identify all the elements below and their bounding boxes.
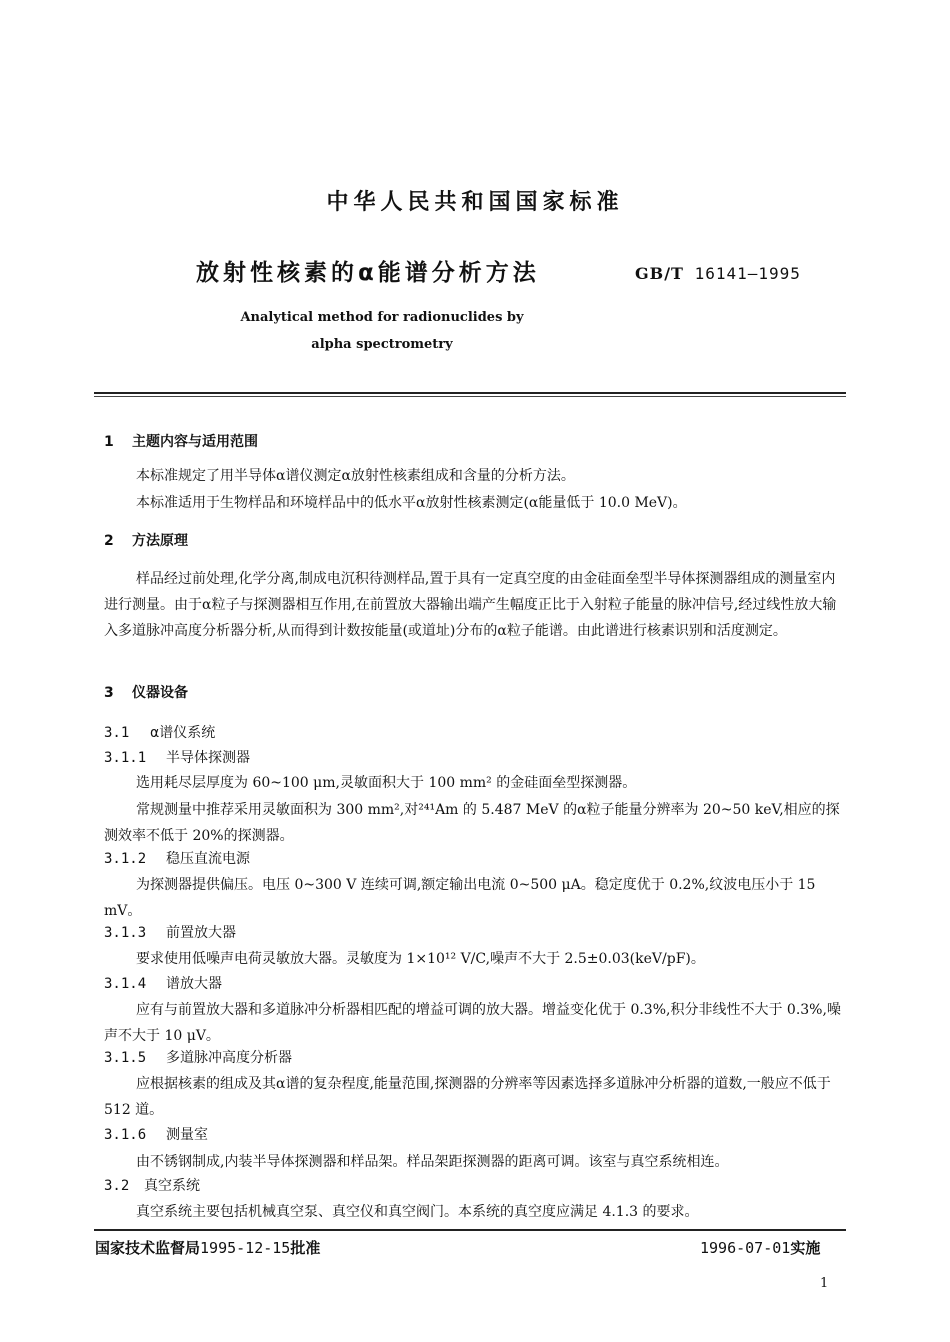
subsection-number: 3.1.1 [104,750,147,766]
subsection-title: 真空系统 [144,1178,200,1194]
subsection-title: 测量室 [166,1127,208,1143]
title-en-line-1: Analytical method for radionuclides by [240,310,524,325]
section-title: 仪器设备 [132,685,188,701]
subsection-number: 3.1.5 [104,1050,147,1066]
subsection-3-1-2-paragraph: 为探测器提供偏压。电压 0~300 V 连续可调,额定输出电流 0~500 μA。稳定度优于 0.2%,纹波电压小于 15 mV。 [104,877,816,919]
subsection-title: 半导体探测器 [166,750,250,766]
section-number: 2 [104,533,114,549]
section-1-paragraph-1: 本标准规定了用半导体α谱仪测定α放射性核素组成和含量的分析方法。 [136,468,575,484]
section-number: 1 [104,434,114,450]
approval-line [95,1237,320,1258]
page-number: 1 [820,1276,829,1291]
section-1-paragraph-2: 本标准适用于生物样品和环境样品中的低水平α放射性核素测定(α能量低于 10.0 MeV)。 [136,495,687,511]
subsection-3-1-2-heading [104,848,250,868]
subsection-3-2-heading [104,1175,200,1195]
subsection-3-2-paragraph: 真空系统主要包括机械真空泵、真空仪和真空阀门。本系统的真空度应满足 4.1.3 的要求。 [136,1204,699,1220]
title-en-line-2: alpha spectrometry [311,337,453,352]
national-standard-heading: 中华人民共和国国家标准 [326,190,624,215]
subsection-title: 稳压直流电源 [166,851,250,867]
standard-code-number: 16141—1995 [694,264,801,283]
subsection-number: 3.1.4 [104,976,147,992]
footer-divider [94,1229,846,1231]
issuer: 国家技术监督局 [95,1239,201,1257]
subsection-number: 3.1.2 [104,851,147,867]
subsection-number: 3.1 [104,725,130,741]
subsection-title: 谱放大器 [166,976,222,992]
effective-date: 1996-07-01 [700,1239,791,1257]
header-divider [94,392,846,394]
standard-code-prefix: GB/T [635,264,684,283]
subsection-title: 多道脉冲高度分析器 [166,1050,292,1066]
header-divider-thin [94,396,846,397]
section-title: 方法原理 [132,533,188,549]
subsection-3-1-1-heading [104,747,250,767]
section-number: 3 [104,685,114,701]
subsection-3-1-1-paragraph-1: 选用耗尽层厚度为 60~100 μm,灵敏面积大于 100 mm² 的金硅面垒型探测器。 [136,775,637,791]
subsection-3-1-3-heading [104,922,236,942]
section-title: 主题内容与适用范围 [132,434,258,450]
document-title-cn: 放射性核素的α能谱分析方法 [196,260,540,286]
section-1-heading [104,431,258,451]
effective-line [700,1237,820,1258]
subsection-3-1-6-heading [104,1124,208,1144]
subsection-number: 3.2 [104,1178,130,1194]
document-title-en [197,304,567,358]
subsection-3-1-heading [104,722,215,742]
effective-label: 实施 [790,1239,821,1257]
subsection-3-1-5-paragraph: 应根据核素的组成及其α谱的复杂程度,能量范围,探测器的分辨率等因素选择多道脉冲分析器的道数,一般应不低于 512 道。 [104,1076,831,1118]
subsection-3-1-3-paragraph: 要求使用低噪声电荷灵敏放大器。灵敏度为 1×10¹² V/C,噪声不大于 2.5±0.03(keV/pF)。 [136,951,705,967]
subsection-title: 前置放大器 [166,925,236,941]
subsection-3-1-5-heading [104,1047,292,1067]
subsection-3-1-4-heading [104,973,222,993]
issue-label: 批准 [290,1239,321,1257]
subsection-3-1-6-paragraph: 由不锈钢制成,内装半导体探测器和样品架。样品架距探测器的距离可调。该室与真空系统相连。 [136,1154,729,1170]
subsection-number: 3.1.6 [104,1127,147,1143]
subsection-number: 3.1.3 [104,925,147,941]
subsection-title: α谱仪系统 [150,725,216,741]
standard-code [635,264,801,283]
subsection-3-1-4-paragraph: 应有与前置放大器和多道脉冲分析器相匹配的增益可调的放大器。增益变化优于 0.3%,积分非线性不大于 0.3%,噪声不大于 10 μV。 [104,1002,841,1044]
section-2-paragraph: 样品经过前处理,化学分离,制成电沉积待测样品,置于具有一定真空度的由金硅面垒型半导体探测器组成的测量室内进行测量。由于α粒子与探测器相互作用,在前置放大器输出端产生幅度正比于入射粒子能量的脉冲信号,经过线性放大输入多道脉冲高度分析器分析,从而得到计数按能量(或道址)分布的α粒子能谱。由此谱进行核素识别和活度测定。 [104,571,837,639]
section-3-heading [104,682,188,702]
subsection-3-1-1-paragraph-2: 常规测量中推荐采用灵敏面积为 300 mm²,对²⁴¹Am 的 5.487 MeV 的α粒子能量分辨率为 20~50 keV,相应的探测效率不低于 20%的探测器。 [104,802,840,844]
section-2-heading [104,530,188,550]
issue-date: 1995-12-15 [200,1239,291,1257]
